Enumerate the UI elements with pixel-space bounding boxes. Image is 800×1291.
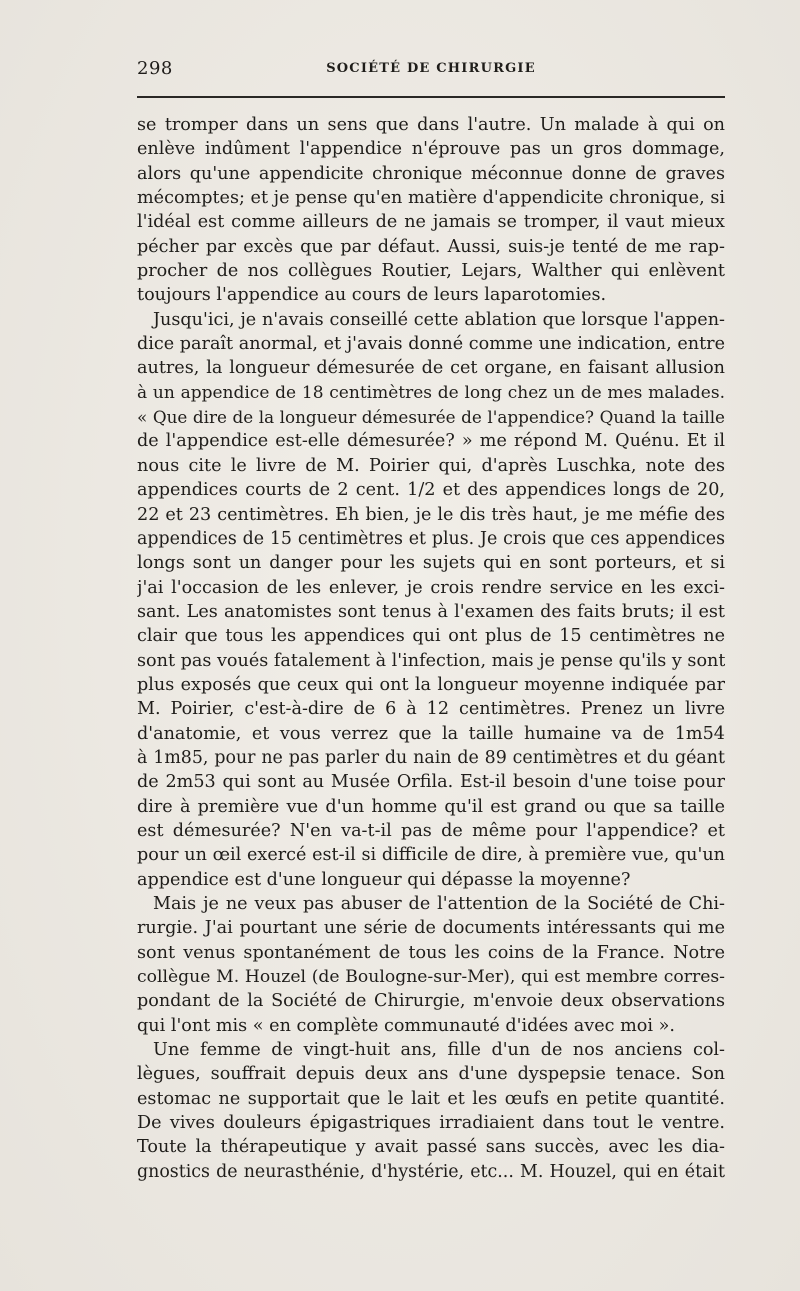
text-line: se tromper dans un sens que dans l'autre. Un malade à qui on [137,115,725,135]
text-line: procher de nos collègues Routier, Lejars, Walther qui enlèvent [137,261,725,282]
text-line: pour un œil exercé est-il si difficile de dire, à première vue, qu'un [137,845,725,866]
text-line: sant. Les anatomistes sont tenus à l'examen des faits bruts; il est [137,601,725,622]
text-line: autres, la longueur démesurée de cet organe, en faisant allusion [137,358,725,379]
text-line: enlève indûment l'appendice n'éprouve pas un gros dommage, [137,139,725,160]
running-title: SOCIÉTÉ DE CHIRURGIE [326,61,536,76]
text-line: à 1m85, pour ne pas parler du nain de 89 centimètres et du géant [137,747,725,768]
text-line: de 2m53 qui sont au Musée Orfila. Est-il besoin d'une toise pour [137,772,725,793]
text-line: 22 et 23 centimètres. Eh bien, je le dis très haut, je me méfie des [137,504,725,525]
text-line: appendices de 15 centimètres et plus. Je crois que ces appendices [137,528,725,549]
header-rule [137,96,725,98]
text-line: Jusqu'ici, je n'avais conseillé cette ablation que lorsque l'appen- [153,309,725,330]
text-line: sont pas voués fatalement à l'infection, mais je pense qu'ils y sont [137,650,725,671]
text-line: sont venus spontanément de tous les coins de la France. Notre [137,942,725,963]
running-header [137,58,725,80]
text-line: clair que tous les appendices qui ont plus de 15 centimètres ne [137,626,725,647]
text-line: pondant de la Société de Chirurgie, m'envoie deux observations [137,991,725,1012]
text-line: l'idéal est comme ailleurs de ne jamais se tromper, il vaut mieux [137,212,725,233]
text-line: plus exposés que ceux qui ont la longueur moyenne indiquée par [137,674,725,695]
text-line: Toute la thérapeutique y avait passé sans succès, avec les dia- [137,1137,725,1158]
text-line: alors qu'une appendicite chronique méconnue donne de graves [137,163,725,184]
text-line: « Que dire de la longueur démesurée de l'appendice? Quand la taille [137,407,725,428]
text-line: dice paraît anormal, et j'avais donné comme une indication, entre [137,334,725,355]
text-line: j'ai l'occasion de les enlever, je crois rendre service en les exci- [137,577,725,598]
text-line: rurgie. J'ai pourtant une série de documents intéressants qui me [137,918,725,939]
text-line: lègues, souffrait depuis deux ans d'une dyspepsie tenace. Son [137,1064,725,1085]
text-line: gnostics de neurasthénie, d'hystérie, etc... M. Houzel, qui en était [137,1161,725,1182]
text-line: nous cite le livre de M. Poirier qui, d'après Luschka, note des [137,455,725,476]
text-line: appendices courts de 2 cent. 1/2 et des appendices longs de 20, [137,480,725,501]
text-line: estomac ne supportait que le lait et les œufs en petite quantité. [137,1088,725,1109]
text-line: longs sont un danger pour les sujets qui en sont porteurs, et si [137,553,725,574]
text-line: mécomptes; et je pense qu'en matière d'appendicite chronique, si [137,188,725,209]
text-line: dire à première vue d'un homme qu'il est grand ou que sa taille [137,796,725,817]
page-number: 298 [137,58,173,79]
text-line: toujours l'appendice au cours de leurs laparotomies. [137,285,607,306]
text-line: Une femme de vingt-huit ans, fille d'un de nos anciens col- [153,1040,725,1061]
text-line: est démesurée? N'en va-t-il pas de même pour l'appendice? et [137,820,725,841]
text-line: De vives douleurs épigastriques irradiaient dans tout le ventre. [137,1113,725,1134]
text-line: pécher par excès que par défaut. Aussi, suis-je tenté de me rap- [137,236,725,257]
body-text [137,113,725,1184]
text-line: M. Poirier, c'est-à-dire de 6 à 12 centimètres. Prenez un livre [137,699,725,720]
text-line: d'anatomie, et vous verrez que la taille humaine va de 1m54 [137,723,725,744]
text-line: appendice est d'une longueur qui dépasse la moyenne? [137,869,631,890]
text-line: collègue M. Houzel (de Boulogne-sur-Mer), qui est membre corres- [137,967,725,988]
text-line: qui l'ont mis « en complète communauté d'idées avec moi ». [137,1015,675,1036]
text-line: à un appendice de 18 centimètres de long chez un de mes malades. [137,382,725,403]
text-line: Mais je ne veux pas abuser de l'attention de la Société de Chi- [153,894,725,914]
text-line: de l'appendice est-elle démesurée? » me répond M. Quénu. Et il [137,431,725,452]
